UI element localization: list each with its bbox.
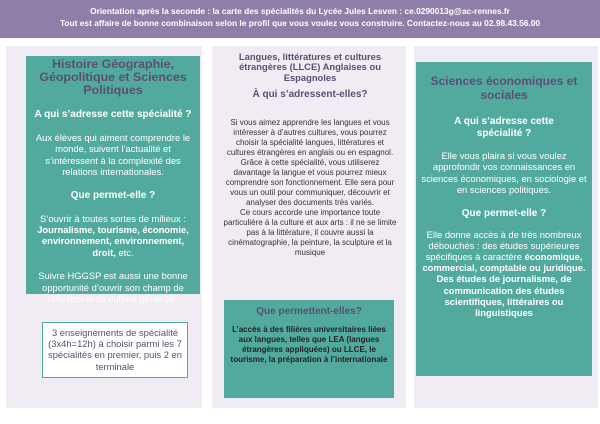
hggsp-answer-2-fields: Journalisme, tourisme, économie, environnement, environnement, droit, — [37, 224, 189, 258]
ses-answer-2-fields: économique, commercial, comptable ou juridique. Des études de journalisme, de communication des études scientifiques, littéraires ou linguistiques — [422, 251, 586, 319]
hggsp-card — [26, 56, 200, 305]
hggsp-answer-2 — [30, 213, 196, 259]
llce-question-2: Que permettent-elles? — [256, 306, 362, 317]
hggsp-answer-1: Aux élèves qui aiment comprendre le monde, suivent l’actualité et s’intéressent à la complexité des relations internationales. — [35, 132, 191, 178]
hggsp-answer-2-intro: S’ouvrir à toutes sortes de milieux : — [40, 212, 186, 224]
ses-card — [416, 62, 592, 376]
llce-outcomes-box — [224, 300, 394, 398]
hggsp-answer-3: Suivre HGGSP est aussi une bonne opportunité d’ouvrir son champ de réflexion et sa culture générale. — [38, 270, 188, 305]
specialty-count-box: 3 enseignements de spécialité (3x4h=12h) à choisir parmi les 7 spécialités en premier, puis 2 en terminale — [42, 322, 188, 378]
hggsp-title: Histoire Géographie, Géopolitique et Sciences Politiques — [39, 57, 187, 97]
ses-title: Sciences économiques et sociales — [430, 74, 578, 102]
llce-description — [222, 118, 398, 258]
ses-question-2: Que permet-elle ? — [461, 207, 547, 219]
hggsp-question-2: Que permet-elle ? — [70, 189, 156, 201]
llce-question-1: À qui s’adressent-elles? — [252, 89, 368, 101]
ses-answer-2 — [416, 229, 592, 319]
ses-answer-1: Elle vous plaira si vous voulez approfondir vos connaissances en sciences économiques, en sociologie et en sciences politiques. — [421, 150, 587, 196]
ses-answer-2-intro: Elle donne accès à de très nombreux débouchés : des études supérieures spécifiques à caractère — [425, 228, 582, 263]
header-line-2: Tout est affaire de bonne combinaison selon le profil que vous voulez vous construire. Contactez-nous au 02.98.43.56.00 — [59, 18, 541, 28]
hggsp-question-1: A qui s’adresse cette spécialité ? — [34, 109, 192, 120]
llce-title: Langues, littératures et cultures étrangères (LLCE) Anglaises ou Espagnoles — [238, 51, 382, 83]
ses-question-1: A qui s’adresse cette spécialité ? — [454, 116, 554, 139]
llce-answer-2: Ce cours accorde une importance toute particulière à la culture et aux arts : il ne se limite pas à la littérature, il couvre aussi la cinématographie, la peinture, la sculpture et la musique — [223, 208, 397, 257]
header-banner — [0, 0, 600, 38]
header-line-1: Orientation après la seconde : la carte des spécialités du Lycée Jules Lesven : ce.0290013g@ac-rennes.fr — [90, 6, 510, 16]
llce-header — [222, 52, 398, 100]
llce-answer-1: Si vous aimez apprendre les langues et vous intéresser à d’autres cultures, vous pourrez choisir la spécialité langues, littératures et cultures étrangères en anglais ou en espagnol. Grâce à cette spécialité, vous utiliserez davantage la langue et vous pourrez mieux comprendre son fonctionnement. Elle sera pour vous un outil pour communiquer, découvrir et analyser des documents très variés. — [225, 118, 395, 207]
llce-answer-3: L’accès à des filières universitaires liées aux langues, telles que LEA (langues étrangères appliquées) ou LLCE, le tourisme, la préparation à l’internationale — [230, 325, 388, 364]
hggsp-answer-2-end: etc. — [115, 246, 134, 258]
